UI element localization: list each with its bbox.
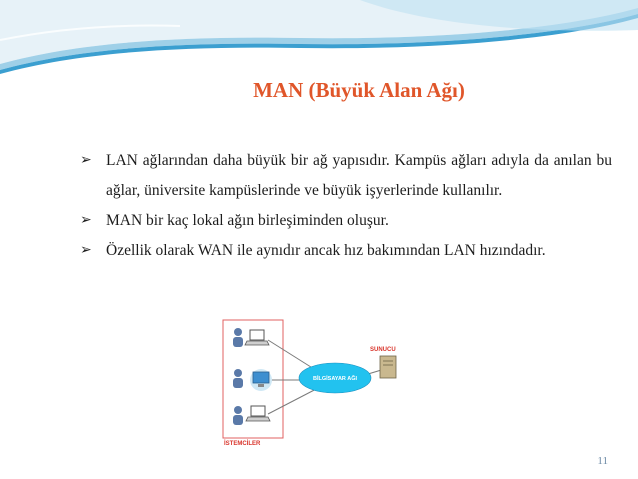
bullet-list — [80, 146, 612, 266]
server-icon — [380, 356, 396, 378]
bullet-item — [80, 236, 612, 266]
arrow-bullet-icon: ➢ — [80, 243, 92, 258]
network-diagram — [220, 318, 420, 448]
bullet-text: MAN bir kaç lokal ağın birleşiminden oluşur. — [106, 212, 389, 229]
laptop-icon — [246, 406, 270, 421]
person-icon — [233, 406, 243, 425]
slide-title: MAN (Büyük Alan Ağı) — [253, 78, 465, 102]
network-cloud-label: BİLGİSAYAR AĞI — [312, 376, 358, 382]
person-icon — [233, 369, 243, 388]
arrow-bullet-icon: ➢ — [80, 213, 92, 228]
clients-label: İSTEMCİLER — [224, 441, 261, 447]
header-wave-decoration — [0, 0, 638, 80]
page-number: 11 — [597, 455, 608, 467]
bullet-text: Özellik olarak WAN ile aynıdır ancak hız bakımından LAN hızındadır. — [106, 242, 546, 259]
bullet-item — [80, 206, 612, 236]
bullet-item — [80, 146, 612, 206]
laptop-icon — [245, 330, 269, 345]
person-icon — [233, 328, 243, 347]
arrow-bullet-icon: ➢ — [80, 153, 92, 168]
bullet-text: LAN ağlarından daha büyük bir ağ yapısıdır. Kampüs ağları adıyla da anılan bu ağlar, üniversite kampüslerinde ve büyük işyerlerinde kullanılır. — [106, 152, 612, 199]
server-label: SUNUCU — [370, 347, 396, 353]
desktop-pc-icon — [250, 369, 272, 391]
